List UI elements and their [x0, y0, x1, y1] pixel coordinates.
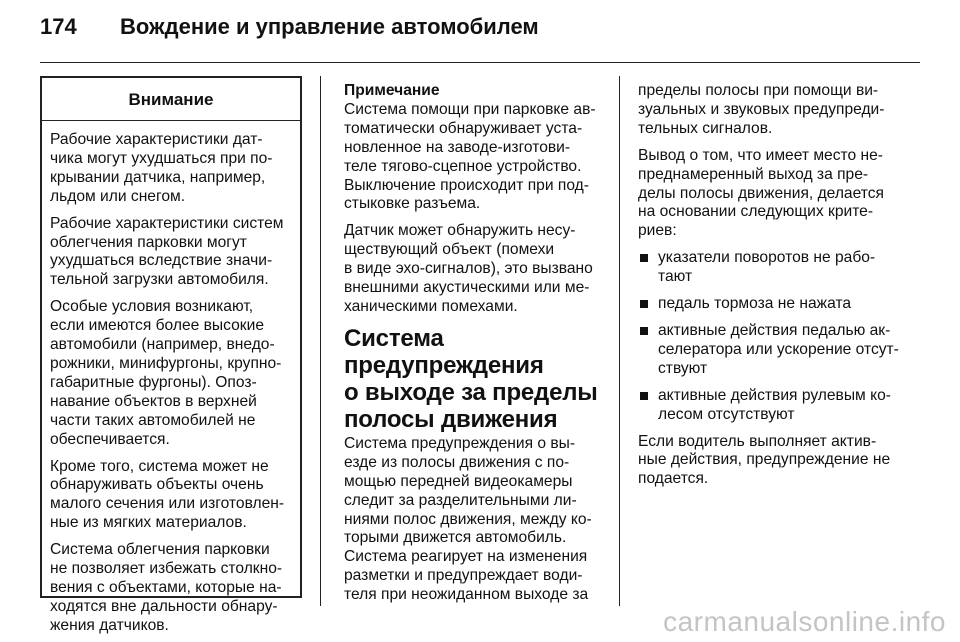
text-line: Система помощи при парковке ав- — [344, 100, 596, 118]
text-line: крывании датчика, например, — [50, 168, 266, 186]
text-line: Кроме того, система может не — [50, 457, 269, 475]
text-line: Система реагирует на изменения — [344, 548, 588, 566]
text-line: не позволяет избежать столкно- — [50, 560, 283, 578]
text-line: стыковке разъема. — [344, 195, 481, 213]
text-line: теля при неожиданном выходе за — [344, 586, 589, 604]
text-line: габаритные фургоны). Опоз- — [50, 373, 257, 391]
text-line: тельных сигналов. — [638, 119, 773, 137]
text-line: пределы полосы при помощи ви- — [638, 82, 879, 99]
text-line: Рабочие характеристики систем — [50, 214, 284, 232]
text-line: разметки и предупреждает води- — [344, 567, 583, 585]
text-line: ствуют — [658, 359, 708, 377]
text-line: делы полосы движения, делается — [638, 184, 884, 202]
paragraph — [344, 222, 614, 317]
text-line: в виде эхо-сигналов), это вызвано — [344, 260, 593, 278]
paragraph — [344, 435, 614, 605]
text-line: тельной загрузки автомобиля. — [50, 271, 269, 289]
text-line: автомобили (например, внедо- — [50, 336, 275, 354]
text-line: торыми движется автомобиль. — [344, 529, 567, 547]
text-line: внешними акустическими или ме- — [344, 279, 590, 297]
text-line: теле тягово-сцепное устройство. — [344, 157, 582, 175]
page-number: 174 — [40, 14, 77, 39]
warning-box — [40, 76, 302, 634]
text-line: если имеются более высокие — [50, 317, 264, 335]
text-line: мощью передней видеокамеры — [344, 472, 573, 490]
text-line: Рабочие характеристики дат- — [50, 131, 263, 148]
warning-paragraph — [50, 215, 300, 291]
list-item — [638, 322, 918, 379]
text-line: езде из полосы движения с по- — [344, 453, 570, 471]
text-line: педаль тормоза не нажата — [658, 295, 852, 313]
text-line: Датчик может обнаружить несу- — [344, 222, 576, 240]
text-line: обеспечивается. — [50, 430, 170, 448]
text-line: Если водитель выполняет актив- — [638, 432, 877, 450]
text-line: тают — [658, 268, 693, 286]
text-line: указатели поворотов не рабо- — [658, 249, 876, 267]
text-line: рожники, минифургоны, крупно- — [50, 354, 282, 372]
text-line: ухудшаться вследствие значи- — [50, 252, 273, 270]
heading-line: предупреждения — [344, 351, 544, 379]
middle-column — [344, 82, 614, 613]
text-line: ществующий объект (помехи — [344, 241, 555, 259]
paragraph — [638, 433, 918, 490]
warning-paragraph — [50, 298, 300, 449]
text-line: новленное на заводе-изготови- — [344, 138, 571, 156]
text-line: малого сечения или изготовлен- — [50, 495, 285, 513]
warning-paragraph — [50, 458, 300, 534]
warning-title: Внимание — [42, 78, 300, 121]
text-line: вения с объектами, которые на- — [50, 578, 282, 596]
paragraph — [638, 147, 918, 242]
bullet-square-icon — [640, 254, 648, 262]
heading-line: полосы движения — [344, 405, 558, 433]
text-line: ходятся вне дальности обнару- — [50, 597, 278, 615]
text-line: навание объектов в верхней — [50, 392, 257, 410]
text-line: льдом или снегом. — [50, 187, 186, 205]
text-line: ные действия, предупреждение не — [638, 451, 891, 469]
heading-line: о выходе за пределы — [344, 378, 598, 406]
note — [344, 82, 614, 214]
text-line: Выключение происходит при под- — [344, 176, 589, 194]
text-line: жения датчиков. — [50, 616, 169, 634]
bullet-square-icon — [640, 327, 648, 335]
text-line: Вывод о том, что имеет место не- — [638, 146, 883, 164]
text-line: следит за разделительными ли- — [344, 491, 577, 509]
list-item — [638, 295, 918, 314]
heading-line: Система — [344, 324, 444, 352]
column-divider — [320, 76, 321, 606]
note-label: Примечание — [344, 82, 440, 99]
bullet-square-icon — [640, 392, 648, 400]
chapter-title: Вождение и управление автомобилем — [120, 14, 539, 39]
text-line: облегчения парковки могут — [50, 233, 247, 251]
warning-paragraph — [50, 131, 300, 207]
criteria-list — [638, 249, 918, 424]
warning-paragraph — [50, 541, 300, 636]
text-line: чика могут ухудшаться при по- — [50, 149, 273, 167]
text-line: преднамеренный выход за пре- — [638, 165, 869, 183]
text-line: Система облегчения парковки — [50, 541, 270, 559]
text-line: томатически обнаруживает уста- — [344, 119, 583, 137]
text-line: ханическими помехами. — [344, 297, 518, 315]
text-line: части таких автомобилей не — [50, 411, 256, 429]
text-line: Особые условия возникают, — [50, 298, 254, 316]
column-divider — [619, 76, 620, 606]
bullet-square-icon — [640, 300, 648, 308]
section-heading — [344, 325, 614, 433]
header-divider — [40, 62, 920, 63]
text-line: подается. — [638, 470, 709, 488]
list-item — [638, 249, 918, 287]
text-line: селератора или ускорение отсут- — [658, 340, 899, 358]
text-line: активные действия рулевым ко- — [658, 386, 891, 404]
text-line: на основании следующих крите- — [638, 203, 874, 221]
right-column — [638, 82, 918, 497]
text-line: лесом отсутствуют — [658, 405, 795, 423]
text-line: ные из мягких материалов. — [50, 514, 247, 532]
text-line: Система предупреждения о вы- — [344, 434, 576, 452]
paragraph — [638, 82, 918, 139]
text-line: активные действия педалью ак- — [658, 321, 891, 339]
text-line: ниями полос движения, между ко- — [344, 510, 592, 528]
text-line: риев: — [638, 222, 677, 240]
list-item — [638, 387, 918, 425]
warning-body — [42, 121, 300, 636]
watermark: carmanualsonline.info — [663, 606, 946, 637]
page-header — [40, 14, 920, 40]
text-line: обнаруживать объекты очень — [50, 476, 264, 494]
text-line: зуальных и звуковых предупреди- — [638, 100, 885, 118]
